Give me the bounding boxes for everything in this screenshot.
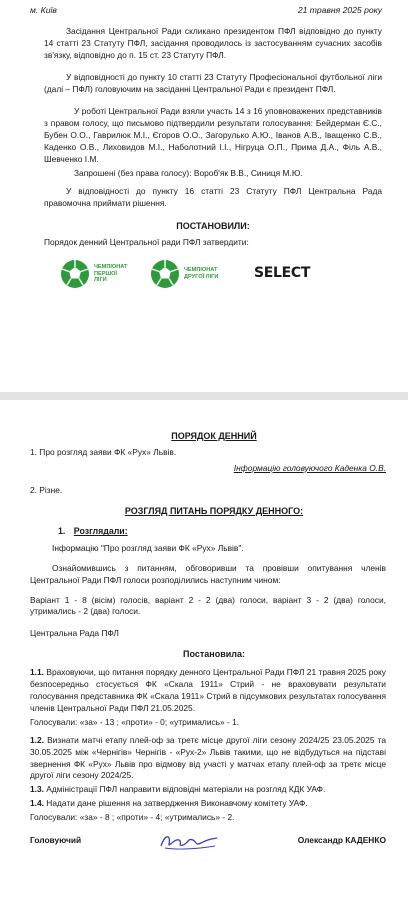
decision-1-4-votes: Голосували: «за» - 8 ; «проти» - 4; «утримались» - 2. xyxy=(30,812,235,823)
paragraph-chair: У відповідності до пункту 10 статті 23 Статуту Професіональної футбольної ліги (далі – ПФЛ) головуючим на засіданні Центральної Ради є президент ПФЛ. xyxy=(44,71,382,94)
decided-title: Постановила: xyxy=(183,649,245,660)
logos-row xyxy=(44,259,382,289)
signature-row xyxy=(30,830,386,852)
decision-1-1-votes: Голосували: «за» - 13 ; «проти» - 0; «утримались» - 1. xyxy=(30,716,240,727)
resolved-title: ПОСТАНОВИЛИ: xyxy=(176,221,250,232)
agenda-title: ПОРЯДОК ДЕННИЙ xyxy=(171,431,257,441)
decision-1-3-text: Адміністрації ПФЛ направити відповідні матеріали на розгляд КДК УАФ. xyxy=(43,784,326,795)
review-title: РОЗГЛЯД ПИТАНЬ ПОРЯДКУ ДЕННОГО: xyxy=(124,505,304,516)
first-league-logo xyxy=(60,259,130,289)
considered-heading xyxy=(58,525,386,537)
decision-1-3 xyxy=(30,784,386,796)
select-logo: SELECT xyxy=(254,264,311,281)
decision-1-1-text: Враховуючи, що питання порядку денного Центральної Ради ПФЛ 21 травня 2025 року безпосередньо стосується ФК «Скала 1911» Стрий - не враховувати результати голосування представника ФК «Скала 1911» Стрий в підсумкових результатах голосування членів Центральної Ради ПФЛ 21.05.2025. xyxy=(30,667,386,713)
decision-1-2-number: 1.2. xyxy=(30,734,44,745)
football-icon xyxy=(150,259,180,289)
paragraph-quorum: У відповідності до пункту 16 статті 23 Статуту ПФЛ Центральна Рада правомочна приймати рішення. xyxy=(44,186,382,209)
agenda-item-1-info: Інформацію головуючого Каденка О.В. xyxy=(233,462,386,473)
date: 21 травня 2025 року xyxy=(297,5,382,15)
second-league-logo xyxy=(150,259,220,289)
decision-1-2-text: Визнати матчі етапу плей-оф за третє місце другої ліги сезону 2024/25 23.05.2025 та 30.05.2025 між «Чернігів» Чернігів - «Рух-2» Львів такими, що не відбудуться на підставі звернення ФК «Рух» Львів про відмову від участі у матчах етапу плей-оф за третє місце другої ліги сезону 2024/25. xyxy=(30,734,386,781)
agenda-approve: Порядок денний Центральної ради ПФЛ затвердити: xyxy=(44,236,249,247)
agenda-item-1: 1. Про розгляд заяви ФК «Рух» Львів. xyxy=(30,446,177,457)
page-separator xyxy=(0,392,408,400)
vote-intro: Ознайомившись з питанням, обговоривши та провівши опитування членів Центральної Ради ПФЛ голоси розподілились наступним чином: xyxy=(30,562,386,585)
paragraph-convocation: Засідання Центральної Ради скликано президентом ПФЛ відповідно до пункту 14 статті 23 Статуту ПФЛ, засідання проводилось із застосуванням сучасних засобів зв'язку, відповідно до п. 15 ст. 23 Статуту ПФЛ. xyxy=(44,26,382,61)
second-league-logo-text: ЧЕМПІОНАТ ДРУГОЇ ЛІГИ xyxy=(184,267,219,280)
football-icon xyxy=(60,259,90,289)
decision-1-4-text: Надати дане рішення на затвердження Виконавчому комітету УАФ. xyxy=(43,798,308,809)
chair-name: Олександр КАДЕНКО xyxy=(297,835,386,846)
decision-1-2 xyxy=(30,735,386,783)
decision-1-3-number: 1.3. xyxy=(30,784,44,795)
decision-1-1 xyxy=(30,667,386,715)
signature-icon xyxy=(157,830,221,852)
decision-1-1-number: 1.1. xyxy=(30,667,44,678)
considered-label: Розглядали: xyxy=(73,526,128,537)
page-1 xyxy=(0,0,408,392)
first-league-logo-text: ЧЕМПІОНАТ ПЕРШОЇ ЛІГИ xyxy=(94,264,128,284)
city: м. Київ xyxy=(30,5,57,15)
agenda-item-2: 2. Різне. xyxy=(30,484,63,495)
council-name: Центральна Рада ПФЛ xyxy=(30,628,119,639)
considered-text: Інформацію "Про розгляд заяви ФК «Рух» Львів". xyxy=(52,542,244,553)
document-header xyxy=(30,0,382,16)
paragraph-participants: У роботі Центральної Ради взяли участь 14 з 16 уповноважених представників з правом голосу, що письмово підтвердили результати голосування: Бейдерман Є.С., Бубен О.О., Гаврилюк М.І., Єгоров О.О., Загорулько А.Ю., Іванов А.В., Іващенко С.В., Каденко О.В., Лиховидов М.І., Наболотний І.І., Нігруца О.П., Прима Д.А., Філь А.В., Шевченко І.М. xyxy=(44,105,382,164)
vote-variants: Варіант 1 - 8 (вісім) голосів, варіант 2 - 2 (два) голоси, варіант 3 - 2 (два) голоси, утримались - 2 (два) голоси. xyxy=(30,594,386,617)
considered-number: 1. xyxy=(58,526,66,537)
page-2 xyxy=(0,400,408,914)
decision-1-4 xyxy=(30,798,386,810)
decision-1-4-number: 1.4. xyxy=(30,798,44,809)
paragraph-invited: Запрошені (без права голосу): Вороб'як В.В., Синиця М.Ю. xyxy=(74,168,303,179)
chair-label: Головуючий xyxy=(30,835,82,846)
